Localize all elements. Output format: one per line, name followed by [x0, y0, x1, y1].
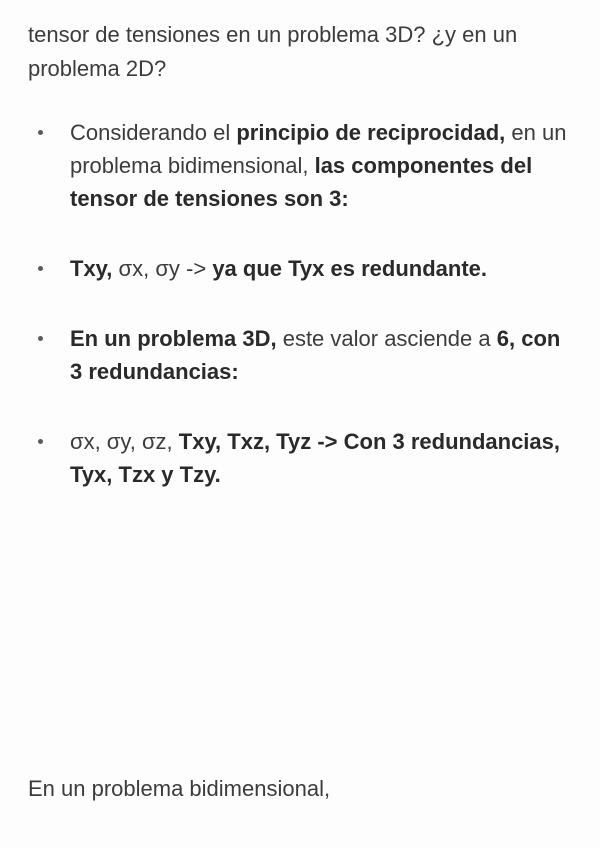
list-item [0, 252, 600, 285]
text-span: σx, σy [118, 256, 180, 281]
list-item [0, 425, 600, 491]
footer-paragraph: En un problema bidimensional, [28, 776, 331, 801]
bold-span: las componentes del tensor de tensiones son 3: [70, 153, 533, 211]
text-span: en un problema bidimensional, [70, 120, 567, 178]
bullet-dot-icon [38, 130, 43, 135]
bullet-dot-icon [38, 336, 43, 341]
bold-span: ya que Tyx es redundante. [212, 256, 487, 281]
list-item [0, 322, 600, 388]
bullet-dot-icon [38, 266, 43, 271]
text-span: σx, σy, σz, [70, 429, 179, 454]
bold-span: 6, [496, 326, 516, 351]
text-span: Considerando el [70, 120, 237, 145]
bold-span: principio de reciprocidad, [236, 120, 506, 145]
bold-span: Txy, [70, 256, 119, 281]
text-span: este valor asciende a [276, 326, 497, 351]
bullet-dot-icon [38, 439, 43, 444]
list-item [0, 116, 600, 215]
intro-paragraph: tensor de tensiones en un problema 3D? ¿y en un problema 2D? [28, 22, 518, 81]
text-span: -> [179, 256, 213, 281]
bold-span: Txy, Txz, Tyz -> Con 3 redundancias, Tyx, Tzx y Tzy. [70, 429, 560, 487]
bold-span: con 3 redundancias: [70, 326, 561, 384]
bullet-list [0, 116, 600, 491]
bold-span: En un problema 3D, [70, 326, 277, 351]
